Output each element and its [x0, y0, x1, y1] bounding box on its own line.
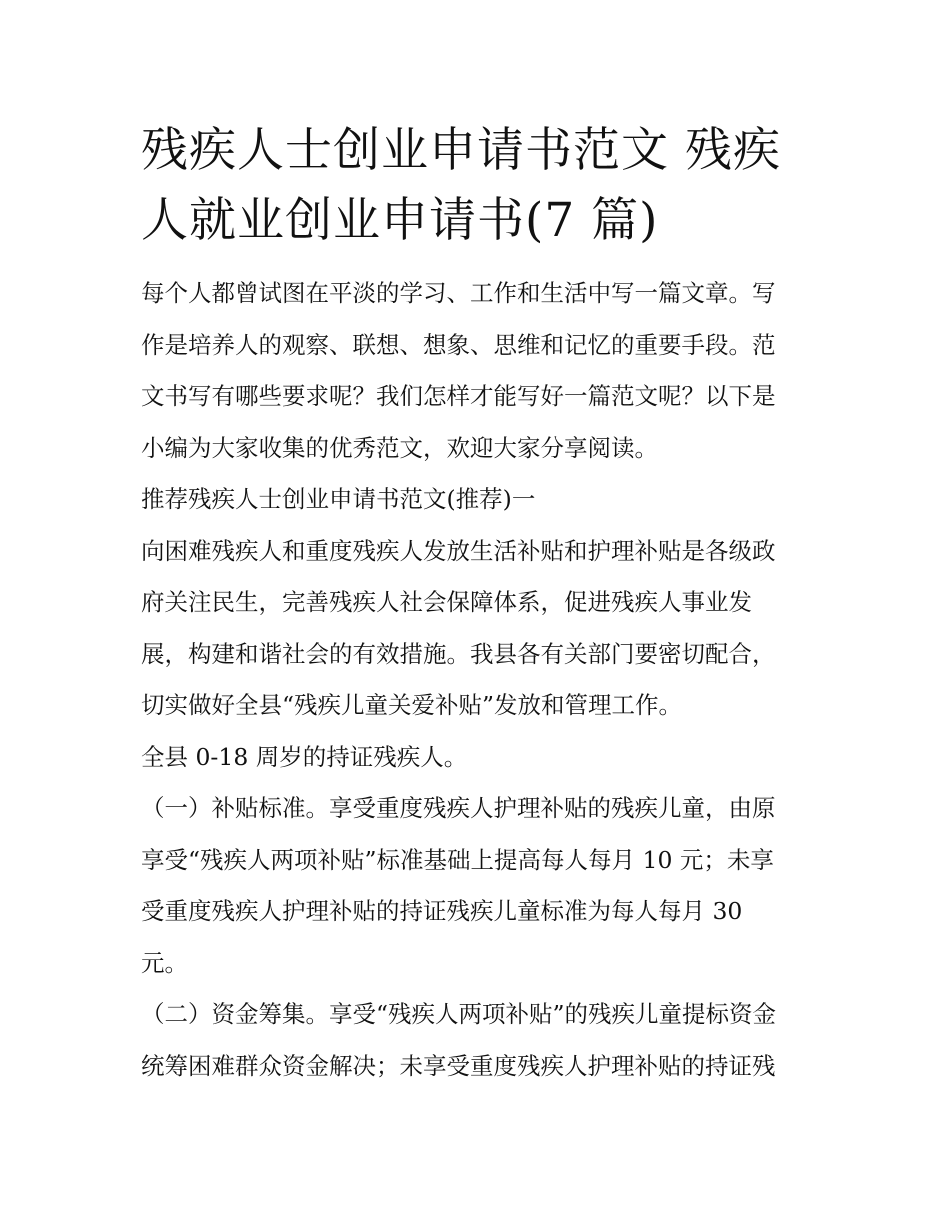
text-line: 作是培养人的观察、联想、想象、思维和记忆的重要手段。范 — [141, 330, 776, 359]
paragraph-intro — [141, 268, 816, 474]
document-page — [141, 116, 816, 1092]
title-line-1: 残疾人士创业申请书范文 残疾 — [141, 123, 781, 178]
text-line: 小编为大家收集的优秀范文，欢迎大家分享阅读。 — [141, 433, 658, 462]
title-line-2: 人就业创业申请书(7 篇) — [141, 193, 659, 248]
paragraph-standard — [141, 783, 816, 989]
text-line: 每个人都曾试图在平淡的学习、工作和生活中写一篇文章。写 — [141, 279, 776, 307]
text-line: 府关注民生，完善残疾人社会保障体系，促进残疾人事业发 — [141, 588, 752, 616]
paragraph-scope — [141, 732, 816, 784]
text-line: 切实做好全县“残疾儿童关爱补贴”发放和管理工作。 — [141, 691, 683, 719]
text-line: （一）补贴标准。享受重度残疾人护理补贴的残疾儿童，由原 — [141, 794, 776, 822]
document-title — [141, 116, 816, 256]
text-line: （二）资金筹集。享受“残疾人两项补贴”的残疾儿童提标资金 — [141, 1000, 777, 1028]
text-line: 统筹困难群众资金解决；未享受重度残疾人护理补贴的持证残 — [141, 1051, 776, 1080]
text-line: 文书写有哪些要求呢？我们怎样才能写好一篇范文呢？以下是 — [141, 382, 776, 410]
document-body — [141, 268, 816, 1092]
section-heading — [141, 474, 816, 526]
paragraph-policy — [141, 526, 816, 732]
text-line: 享受“残疾人两项补贴”标准基础上提高每人每月 10 元；未享 — [141, 845, 774, 874]
text-line: 全县 0-18 周岁的持证残疾人。 — [141, 742, 468, 771]
text-line: 展，构建和谐社会的有效措施。我县各有关部门要密切配合， — [141, 639, 776, 668]
text-line: 受重度残疾人护理补贴的持证残疾儿童标准为每人每月 30 — [141, 897, 743, 925]
text-line: 推荐残疾人士创业申请书范文(推荐)一 — [141, 485, 536, 513]
paragraph-funding — [141, 989, 816, 1092]
text-line: 元。 — [141, 948, 188, 977]
text-line: 向困难残疾人和重度残疾人发放生活补贴和护理补贴是各级政 — [141, 536, 776, 565]
